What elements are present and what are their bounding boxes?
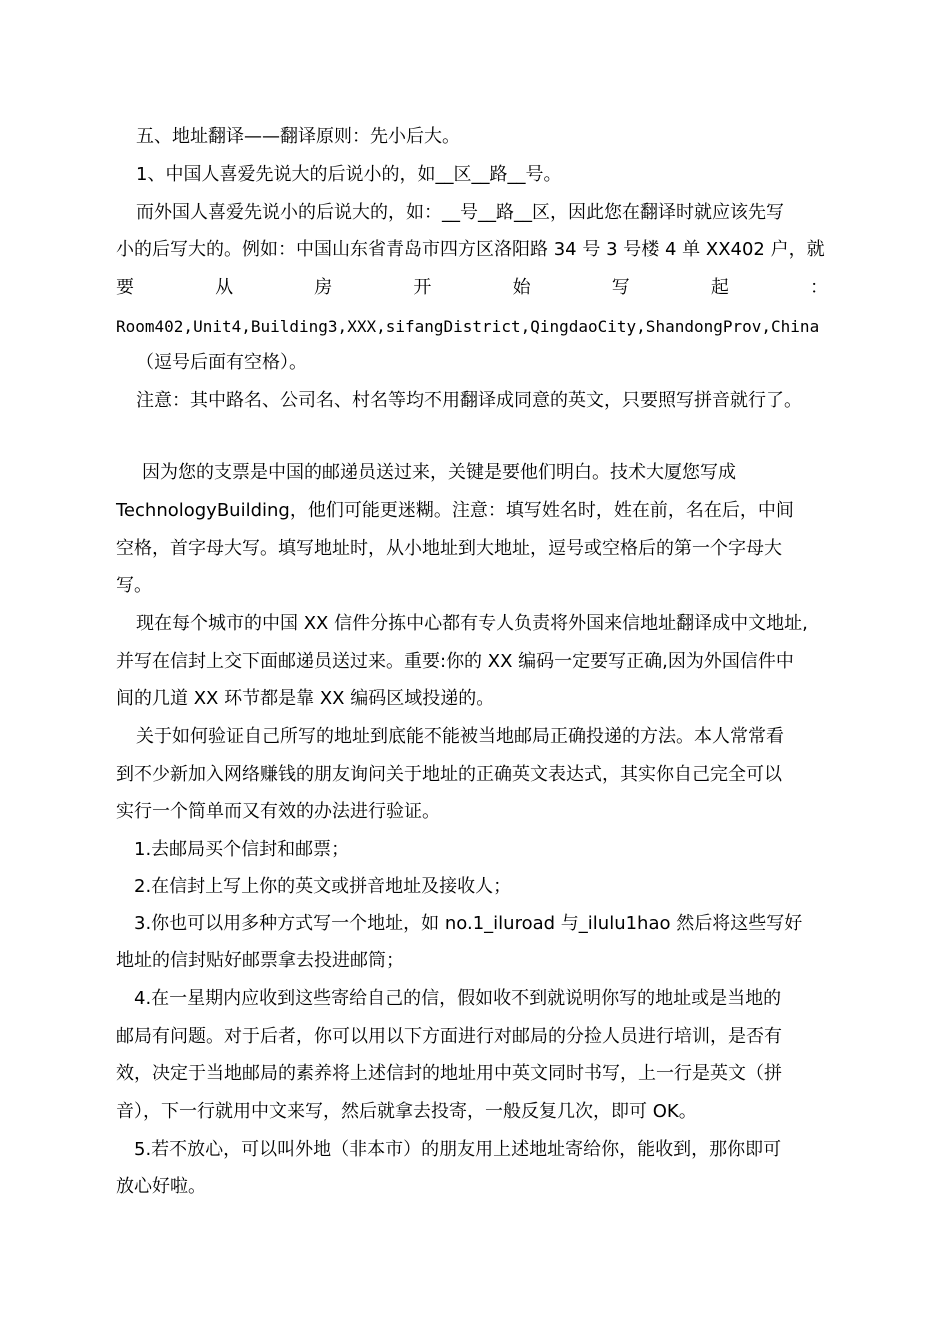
section-heading: 五、地址翻译——翻译原则：先小后大。	[136, 126, 460, 147]
paragraph-line: 现在每个城市的中国 XX 信件分拣中心都有专人负责将外国来信地址翻译成中文地址,	[136, 613, 808, 634]
spread-char: 从	[215, 277, 234, 298]
paragraph-line: 而外国人喜爱先说小的后说大的，如：__号__路__区，因此您在翻译时就应该先写	[136, 202, 784, 223]
list-item: 5.若不放心，可以叫外地（非本市）的朋友用上述地址寄给你，能收到，那你即可	[134, 1139, 782, 1160]
address-example: Room402,Unit4,Building3,XXX,sifangDistrict,QingdaoCity,ShandongProv,China	[116, 317, 820, 336]
list-item-continuation: 音），下一行就用中文来写，然后就拿去投寄，一般反复几次，即可 OK。	[116, 1101, 697, 1122]
list-item-continuation: 地址的信封贴好邮票拿去投进邮筒；	[116, 950, 404, 971]
spread-char: 写	[611, 277, 630, 298]
paragraph-line: 1、中国人喜爱先说大的后说小的，如__区__路__号。	[136, 164, 562, 185]
spread-char: 始	[512, 277, 531, 298]
spread-char: 起	[710, 277, 729, 298]
paragraph-line: 间的几道 XX 环节都是靠 XX 编码区域投递的。	[116, 688, 495, 709]
paragraph-line: 并写在信封上交下面邮递员送过来。重要:你的 XX 编码一定要写正确,因为外国信件中	[116, 651, 794, 672]
spread-char: ：	[809, 277, 828, 298]
spread-char: 房	[314, 277, 333, 298]
note-line: 注意：其中路名、公司名、村名等均不用翻译成同意的英文，只要照写拼音就行了。	[136, 390, 802, 411]
paragraph-line: 关于如何验证自己所写的地址到底能不能被当地邮局正确投递的方法。本人常常看	[136, 726, 784, 747]
spread-char: 开	[413, 277, 432, 298]
spread-line	[116, 277, 828, 299]
list-item: 2.在信封上写上你的英文或拼音地址及接收人；	[134, 876, 512, 897]
list-item-continuation: 邮局有问题。对于后者，你可以用以下方面进行对邮局的分捡人员进行培训，是否有	[116, 1026, 782, 1047]
paragraph-line: 因为您的支票是中国的邮递员送过来，关键是要他们明白。技术大厦您写成	[142, 462, 736, 483]
list-item: 1.去邮局买个信封和邮票；	[134, 839, 350, 860]
list-item-continuation: 放心好啦。	[116, 1176, 206, 1197]
list-item: 3.你也可以用多种方式写一个地址，如 no.1_iluroad 与_ilulu1hao 然后将这些写好	[134, 913, 803, 934]
list-item-continuation: 效，决定于当地邮局的素养将上述信封的地址用中英文同时书写，上一行是英文（拼	[116, 1063, 782, 1084]
paragraph-line: 小的后写大的。例如：中国山东省青岛市四方区洛阳路 34 号 3 号楼 4 单 XX402 户，就	[116, 239, 825, 260]
paragraph-line: 写。	[116, 575, 152, 596]
paragraph-line: 到不少新加入网络赚钱的朋友询问关于地址的正确英文表达式，其实你自己完全可以	[116, 764, 782, 785]
paragraph-line: TechnologyBuilding，他们可能更迷糊。注意：填写姓名时，姓在前，名在后，中间	[116, 500, 794, 521]
paragraph-line: 空格，首字母大写。填写地址时，从小地址到大地址，逗号或空格后的第一个字母大	[116, 538, 782, 559]
spread-char: 要	[116, 277, 134, 298]
list-item: 4.在一星期内应收到这些寄给自己的信，假如收不到就说明你写的地址或是当地的	[134, 988, 782, 1009]
paragraph-line: （逗号后面有空格）。	[136, 352, 307, 373]
paragraph-line: 实行一个简单而又有效的办法进行验证。	[116, 801, 440, 822]
